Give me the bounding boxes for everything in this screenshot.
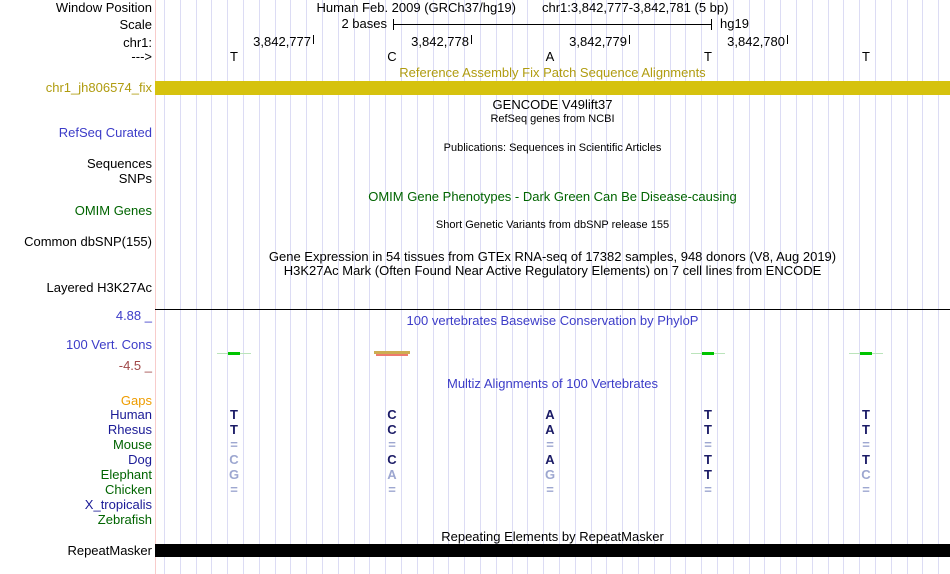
alignment-base: T <box>862 407 870 422</box>
omim-genes-track-label[interactable]: OMIM Genes <box>74 203 152 218</box>
species-label-human[interactable]: Human <box>110 407 152 422</box>
repeatmasker-track-label[interactable]: RepeatMasker <box>67 543 152 558</box>
ruler-tick <box>313 35 314 44</box>
ruler-tick <box>471 35 472 44</box>
publications-track-title: Publications: Sequences in Scientific Articles <box>443 142 662 154</box>
scale-value-label: 2 bases <box>341 16 387 31</box>
conservation-negative-mark[interactable] <box>376 354 408 356</box>
conservation-positive-mark[interactable] <box>702 352 714 355</box>
assembly-short-label: hg19 <box>720 16 749 31</box>
fix-patch-item-bar[interactable] <box>155 81 950 95</box>
repeatmasker-track-title: Repeating Elements by RepeatMasker <box>441 529 664 544</box>
phylop-track-title: 100 vertebrates Basewise Conservation by PhyloP <box>406 313 699 328</box>
track-separator-line <box>155 309 950 310</box>
phylop-min-value: -4.5 _ <box>118 358 152 373</box>
window-position-label: Window Position <box>55 0 152 15</box>
conservation-positive-mark[interactable] <box>228 352 240 355</box>
scale-row-label: Scale <box>119 17 152 32</box>
alignment-base: A <box>545 407 555 422</box>
scale-bar-right-tick <box>711 19 712 30</box>
species-label-chicken[interactable]: Chicken <box>105 482 152 497</box>
alignment-base: C <box>229 452 239 467</box>
reference-base: C <box>387 49 397 64</box>
sequences-track-label[interactable]: Sequences <box>86 156 152 171</box>
alignment-base: = <box>546 482 554 497</box>
species-label-elephant[interactable]: Elephant <box>100 467 152 482</box>
refseq-curated-track-label[interactable]: RefSeq Curated <box>58 125 152 140</box>
alignment-base: T <box>862 422 870 437</box>
alignment-base: G <box>228 467 240 482</box>
multiz-track-title: Multiz Alignments of 100 Vertebrates <box>446 376 658 391</box>
alignment-base: C <box>861 467 871 482</box>
alignment-base: T <box>230 422 238 437</box>
species-label-dog[interactable]: Dog <box>128 452 152 467</box>
species-label-x_tropicalis[interactable]: X_tropicalis <box>84 497 152 512</box>
gencode-track-title: GENCODE V49lift37 <box>492 97 613 112</box>
h3k27ac-track-label[interactable]: Layered H3K27Ac <box>46 280 152 295</box>
phylop-max-value: 4.88 _ <box>115 308 152 323</box>
alignment-base: T <box>704 407 712 422</box>
h3k27ac-track-title: H3K27Ac Mark (Often Found Near Active Regulatory Elements) on 7 cell lines from ENCODE <box>283 263 822 278</box>
conservation-positive-mark[interactable] <box>860 352 872 355</box>
alignment-base: T <box>704 467 712 482</box>
omim-track-title: OMIM Gene Phenotypes - Dark Green Can Be Disease-causing <box>368 189 737 204</box>
fix-patch-track-label[interactable]: chr1_jh806574_fix <box>45 80 152 95</box>
species-label-rhesus[interactable]: Rhesus <box>107 422 152 437</box>
alignment-base: = <box>704 437 712 452</box>
alignment-base: = <box>230 482 238 497</box>
alignment-base: C <box>387 452 397 467</box>
alignment-base: C <box>387 422 397 437</box>
alignment-base: = <box>862 482 870 497</box>
alignment-base: T <box>704 452 712 467</box>
alignment-base: = <box>862 437 870 452</box>
species-label-zebrafish[interactable]: Zebrafish <box>97 512 152 527</box>
ruler-number[interactable]: 3,842,780 <box>727 34 785 49</box>
alignment-base: T <box>704 422 712 437</box>
alignment-base: T <box>230 407 238 422</box>
chromosome-label: chr1: <box>123 35 152 50</box>
alignment-base: C <box>387 407 397 422</box>
snps-track-label[interactable]: SNPs <box>118 171 152 186</box>
multiz-gaps-label[interactable]: Gaps <box>120 393 152 408</box>
dbsnp-track-label[interactable]: Common dbSNP(155) <box>24 234 152 249</box>
alignment-base: G <box>544 467 556 482</box>
phylop-track-label[interactable]: 100 Vert. Cons <box>66 337 152 352</box>
refseq-track-title: RefSeq genes from NCBI <box>490 113 615 125</box>
alignment-base: = <box>230 437 238 452</box>
dbsnp-track-title: Short Genetic Variants from dbSNP release 155 <box>435 219 670 231</box>
assembly-title: Human Feb. 2009 (GRCh37/hg19) <box>316 0 516 15</box>
alignment-base: A <box>387 467 397 482</box>
alignment-base: A <box>545 452 555 467</box>
reference-base: A <box>545 49 555 64</box>
ruler-number[interactable]: 3,842,777 <box>253 34 311 49</box>
reference-base: T <box>704 49 712 64</box>
species-label-mouse[interactable]: Mouse <box>112 437 152 452</box>
ruler-tick <box>787 35 788 44</box>
position-range-title: chr1:3,842,777-3,842,781 (5 bp) <box>541 0 729 15</box>
repeatmasker-item-bar[interactable] <box>155 544 950 557</box>
window-position-title <box>125 1 920 15</box>
ruler-number[interactable]: 3,842,779 <box>569 34 627 49</box>
alignment-base: A <box>545 422 555 437</box>
ruler-tick <box>629 35 630 44</box>
reference-base: T <box>230 49 238 64</box>
alignment-base: = <box>704 482 712 497</box>
alignment-base: = <box>546 437 554 452</box>
ruler-number[interactable]: 3,842,778 <box>411 34 469 49</box>
strand-direction-label: ---> <box>131 49 152 64</box>
gtex-track-title: Gene Expression in 54 tissues from GTEx RNA-seq of 17382 samples, 948 donors (V8, Aug 2019) <box>268 249 837 264</box>
alignment-base: = <box>388 482 396 497</box>
reference-base: T <box>862 49 870 64</box>
alignment-base: = <box>388 437 396 452</box>
scale-bar-line <box>393 24 711 25</box>
alignment-base: T <box>862 452 870 467</box>
fix-patch-track-title: Reference Assembly Fix Patch Sequence Alignments <box>399 65 706 80</box>
